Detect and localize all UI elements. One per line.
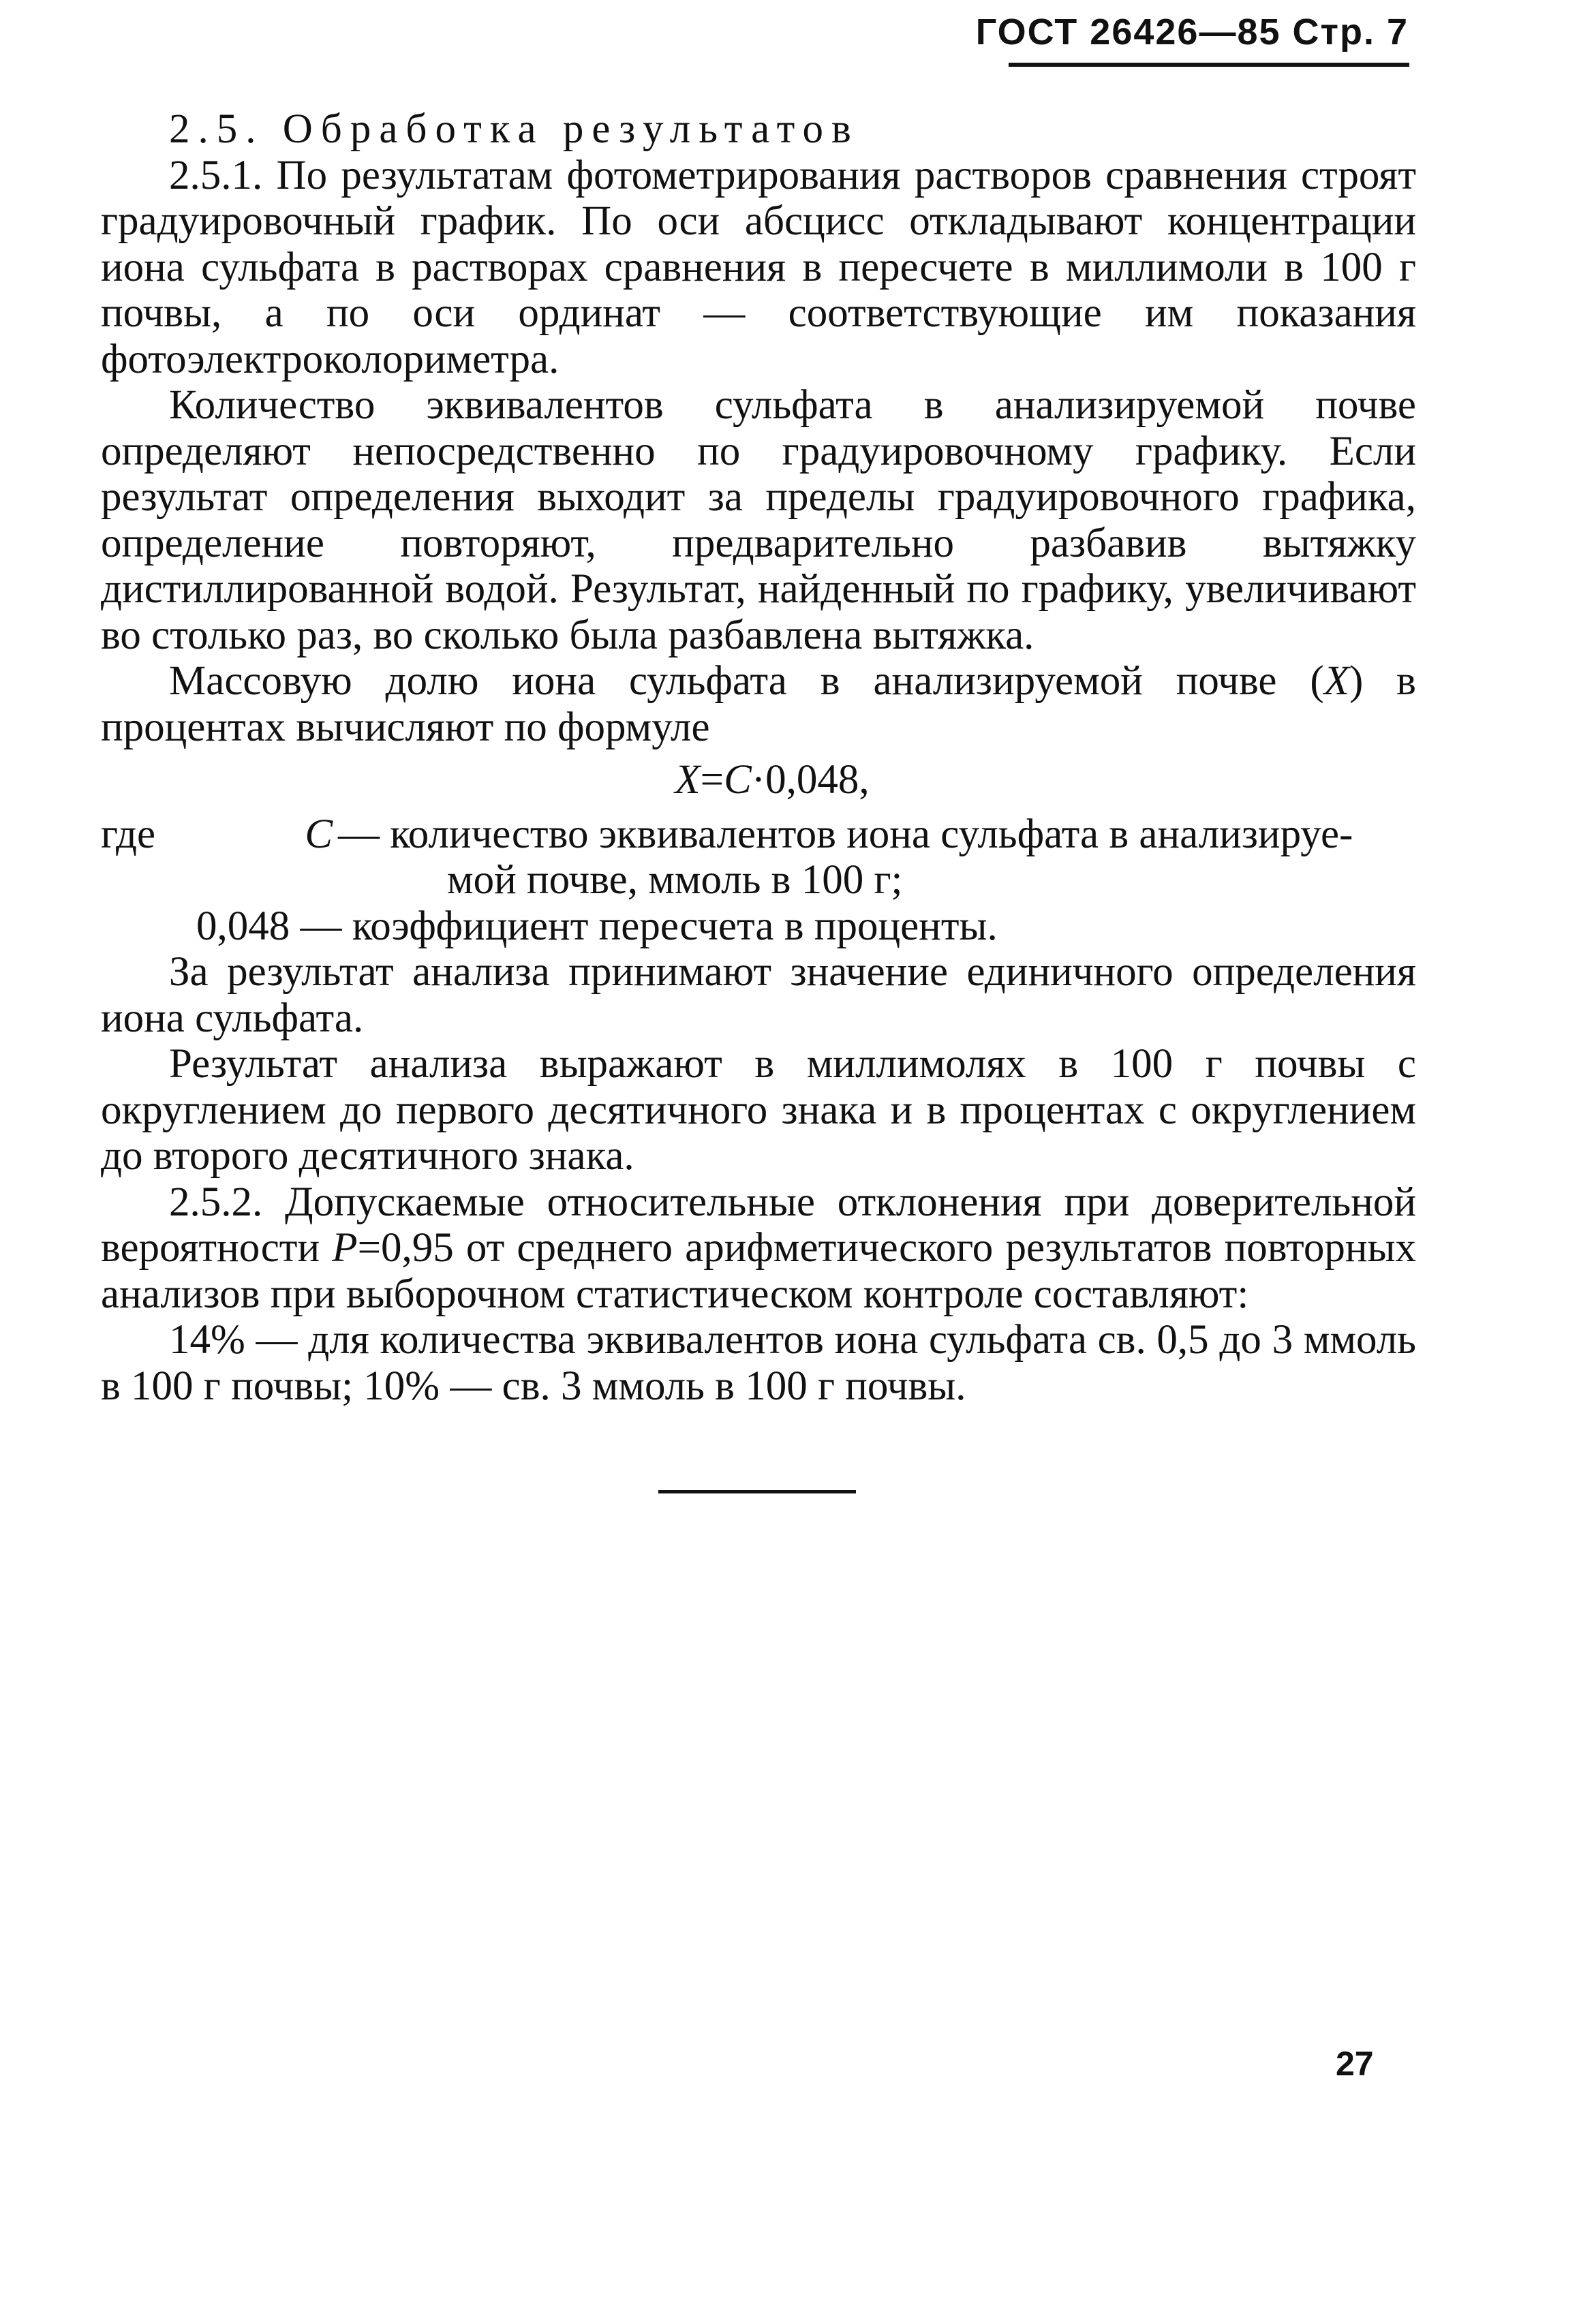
end-rule	[658, 1490, 856, 1493]
formula-rhs: ·0,048,	[751, 757, 870, 803]
definition-c-symbol: C	[305, 811, 333, 857]
document-body	[101, 106, 1416, 1409]
running-header: ГОСТ 26426—85 Стр. 7	[975, 12, 1409, 52]
formula-equals: =	[700, 757, 724, 803]
page-number: 27	[1336, 2045, 1374, 2083]
mass-fraction-variable: X	[1323, 658, 1349, 704]
deviation-text-after: =0,95 от среднего арифметического результатов повторных анализов при выборочном статистическом контроле составляют:	[101, 1225, 1416, 1317]
paragraph-tolerances: 14% — для количества эквивалентов иона сульфата св. 0,5 до 3 ммоль в 100 г почвы; 10% — св. 3 ммоль в 100 г почвы.	[101, 1317, 1416, 1409]
paragraph-2-5-2	[101, 1179, 1416, 1318]
paragraph-result-single: За результат анализа принимают значение единичного определения иона сульфата.	[101, 949, 1416, 1041]
definition-c-text	[338, 811, 1416, 903]
formula-lhs: X	[675, 757, 701, 803]
paragraph-result-rounding: Результат анализа выражают в миллимолях в 100 г почвы с округлением до первого десятичного знака и в процентах с округлением до второго десятичного знака.	[101, 1041, 1416, 1179]
definition-c-line2: мой почве, ммоль в 100 г;	[447, 857, 903, 903]
paragraph-2-5-1: 2.5.1. По результатам фотометрирования растворов сравнения строят градуировочный график. По оси абсцисс откладывают концентрации иона сульфата в растворах сравнения в пересчете в миллимоли в 100 г почвы, а по оси ординат — соответствующие им показания фотоэлектроколориметра.	[101, 152, 1416, 382]
definition-c	[101, 811, 1416, 903]
deviation-text-before: 2.5.2. Допускаемые относительные отклонения при доверительной вероятности	[101, 1179, 1416, 1271]
mass-fraction-text-after: ) в процентах вычисляют по формуле	[101, 658, 1416, 750]
probability-variable: P	[332, 1225, 358, 1271]
section-title: 2.5. Обработка результатов	[169, 106, 859, 152]
formula	[101, 757, 1416, 803]
mass-fraction-text-before: Массовую долю иона сульфата в анализируемой почве (	[169, 658, 1324, 704]
paragraph-quantity: Количество эквивалентов сульфата в анализируемой почве определяют непосредственно по градуировочному графику. Если результат определения выходит за пределы градуировочного графика, определение повторяют, предварительно разбавив вытяжку дистиллированной водой. Результат, найденный по графику, увеличивают во столько раз, во сколько была разбавлена вытяжка.	[101, 382, 1416, 658]
definition-c-line1: — количество эквивалентов иона сульфата в анализируе-	[338, 811, 1353, 857]
where-label: где	[101, 811, 156, 857]
paragraph-mass-fraction	[101, 658, 1416, 750]
formula-definitions	[101, 811, 1416, 950]
formula-c: C	[724, 757, 752, 803]
definition-coefficient: 0,048 — коэффициент пересчета в проценты.	[196, 903, 998, 949]
header-rule	[1009, 63, 1409, 67]
